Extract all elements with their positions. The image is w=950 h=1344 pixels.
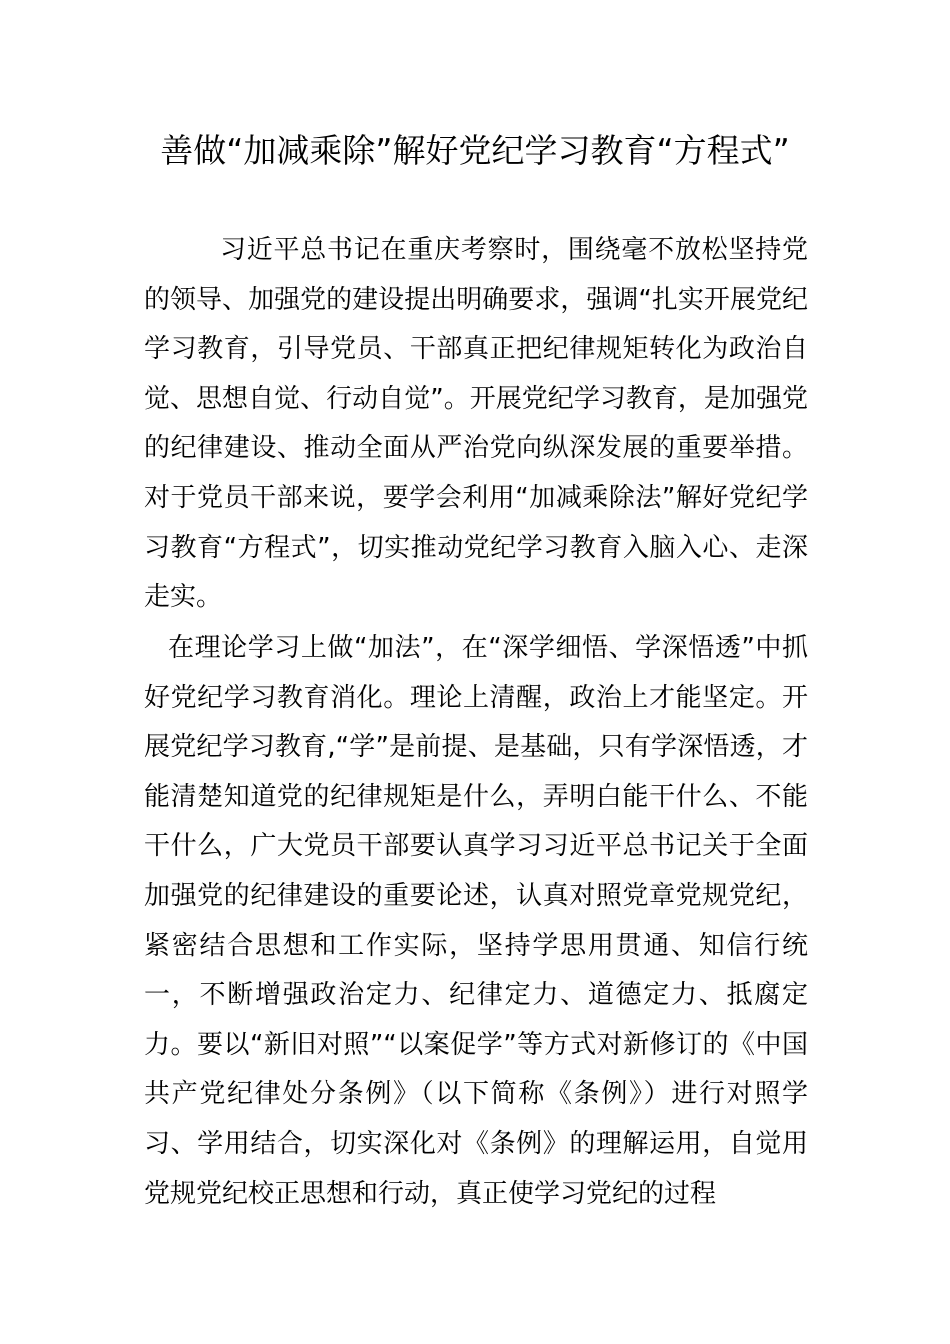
document-title: 善做“加减乘除”解好党纪学习教育“方程式” [160, 131, 790, 170]
paragraph-addition: 在理论学习上做“加法”，在“深学细悟、学深悟透”中抓好党纪学习教育消化。理论上清醒，政治上才能坚定。开展党纪学习教育,“学”是前提、是基础，只有学深悟透，才能清楚知道党的纪律规矩是什么，弄明白能干什么、不能干什么，广大党员干部要认真学习习近平总书记关于全面加强党的纪律建设的重要论述，认真对照党章党规党纪，紧密结合思想和工作实际，坚持学思用贯通、知信行统一，不断增强政治定力、纪律定力、道德定力、抵腐定力。要以“新旧对照”“以案促学”等方式对新修订的《中国共产党纪律处分条例》（以下简称《条例》）进行对照学习、学用结合，切实深化对《条例》的理解运用，自觉用党规党纪校正思想和行动，真正使学习党纪的过程 [144, 633, 808, 1209]
paragraph-intro: 习近平总书记在重庆考察时，围绕毫不放松坚持党的领导、加强党的建设提出明确要求，强调“扎实开展党纪学习教育，引导党员、干部真正把纪律规矩转化为政治自觉、思想自觉、行动自觉”。开展党纪学习教育，是加强党的纪律建设、推动全面从严治党向纵深发展的重要举措。对于党员干部来说，要学会利用“加减乘除法”解好党纪学习教育“方程式”，切实推动党纪学习教育入脑入心、走深走实。 [144, 235, 808, 613]
